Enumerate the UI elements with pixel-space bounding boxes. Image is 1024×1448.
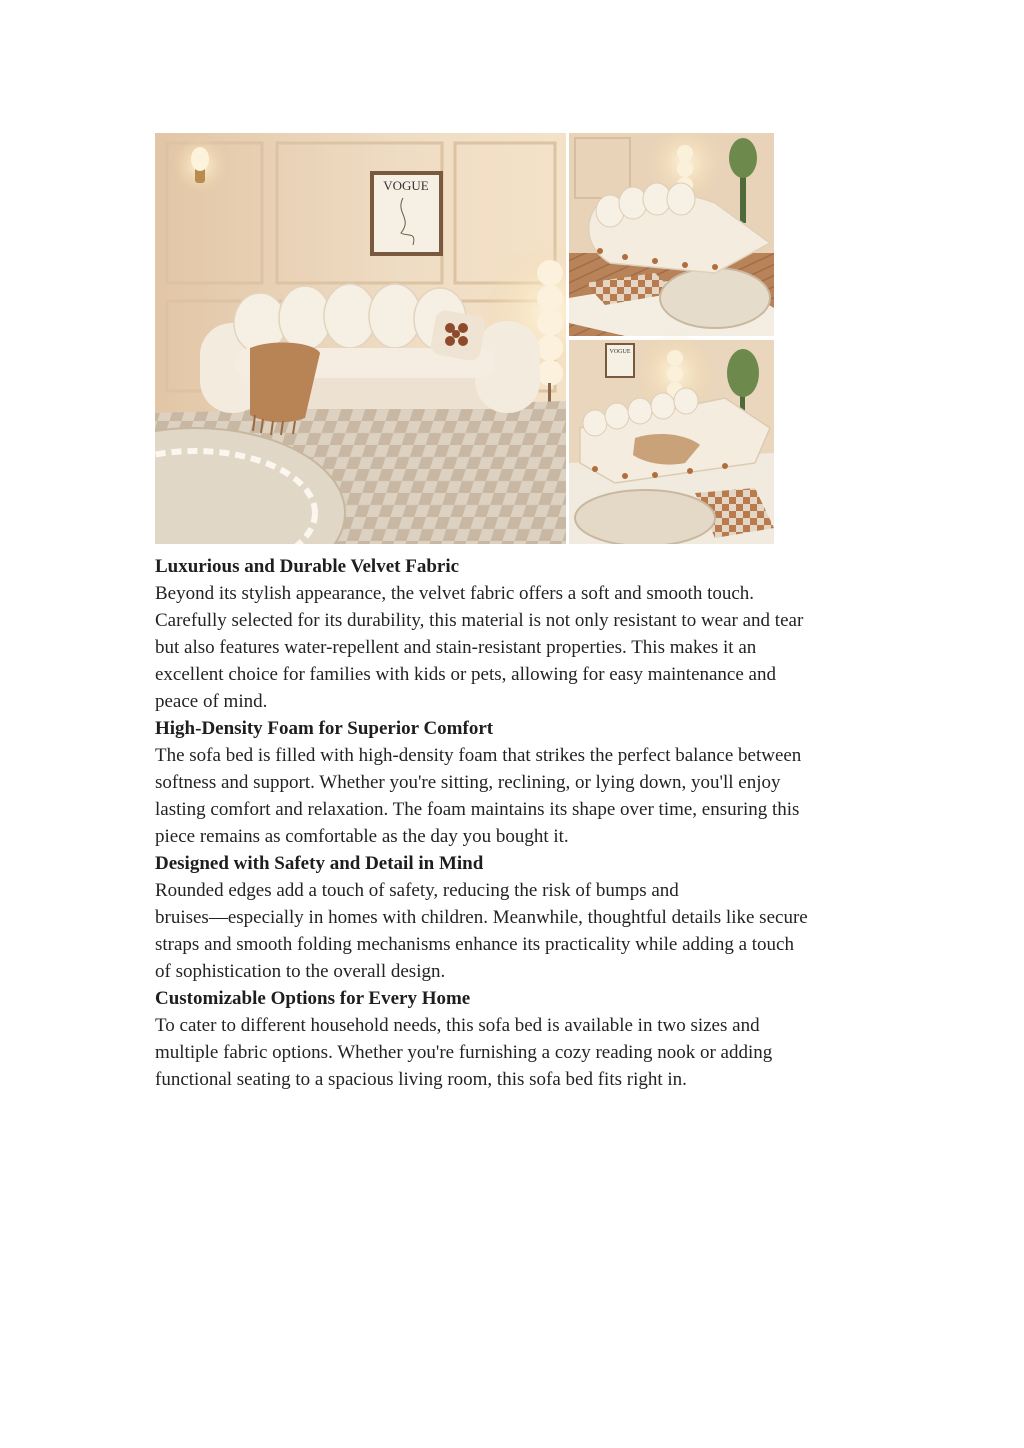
main-living-room-photo	[155, 133, 620, 544]
section-safety-detail	[155, 850, 875, 985]
sofa-bed-side-photo-top	[569, 133, 774, 336]
section-heading: High-Density Foam for Superior Comfort	[155, 718, 494, 739]
poster-vogue-text-small: VOGUE	[609, 349, 631, 355]
section-body: Beyond its stylish appearance, the velvet fabric offers a soft and smooth touch. Carefully selected for its durability, this material is not only resistant to wear and tear but also features water-repellent and stain-resistant properties. This makes it an excellent choice for families with kids or pets, allowing for easy maintenance and peace of mind.	[155, 583, 804, 712]
product-photo-collage	[155, 133, 774, 544]
section-heading: Designed with Safety and Detail in Mind	[155, 853, 484, 874]
section-body: The sofa bed is filled with high-density foam that strikes the perfect balance between softness and support. Whether you're sitting, reclining, or lying down, you'll enjoy lasting comfort and relaxation. The foam maintains its shape over time, ensuring this piece remains as comfortable as the day you bought it.	[155, 745, 802, 847]
section-customizable-options	[155, 985, 875, 1093]
section-high-density-foam	[155, 715, 875, 850]
section-velvet-fabric	[155, 553, 875, 715]
poster-vogue-text: VOGUE	[383, 178, 429, 193]
section-body: To cater to different household needs, this sofa bed is available in two sizes and multiple fabric options. Whether you're furnishing a cozy reading nook or adding functional seating to a spacious living room, this sofa bed fits right in.	[155, 1015, 773, 1090]
product-description	[155, 553, 875, 1093]
section-heading: Luxurious and Durable Velvet Fabric	[155, 556, 460, 577]
sofa-bed-side-photo-bottom	[569, 333, 774, 544]
section-heading: Customizable Options for Every Home	[155, 988, 471, 1009]
section-body: Rounded edges add a touch of safety, reducing the risk of bumps and bruises—especially in homes with children. Meanwhile, thoughtful details like secure straps and smooth folding mechanisms enhance its practicality while adding a touch of sophistication to the overall design.	[155, 880, 808, 982]
